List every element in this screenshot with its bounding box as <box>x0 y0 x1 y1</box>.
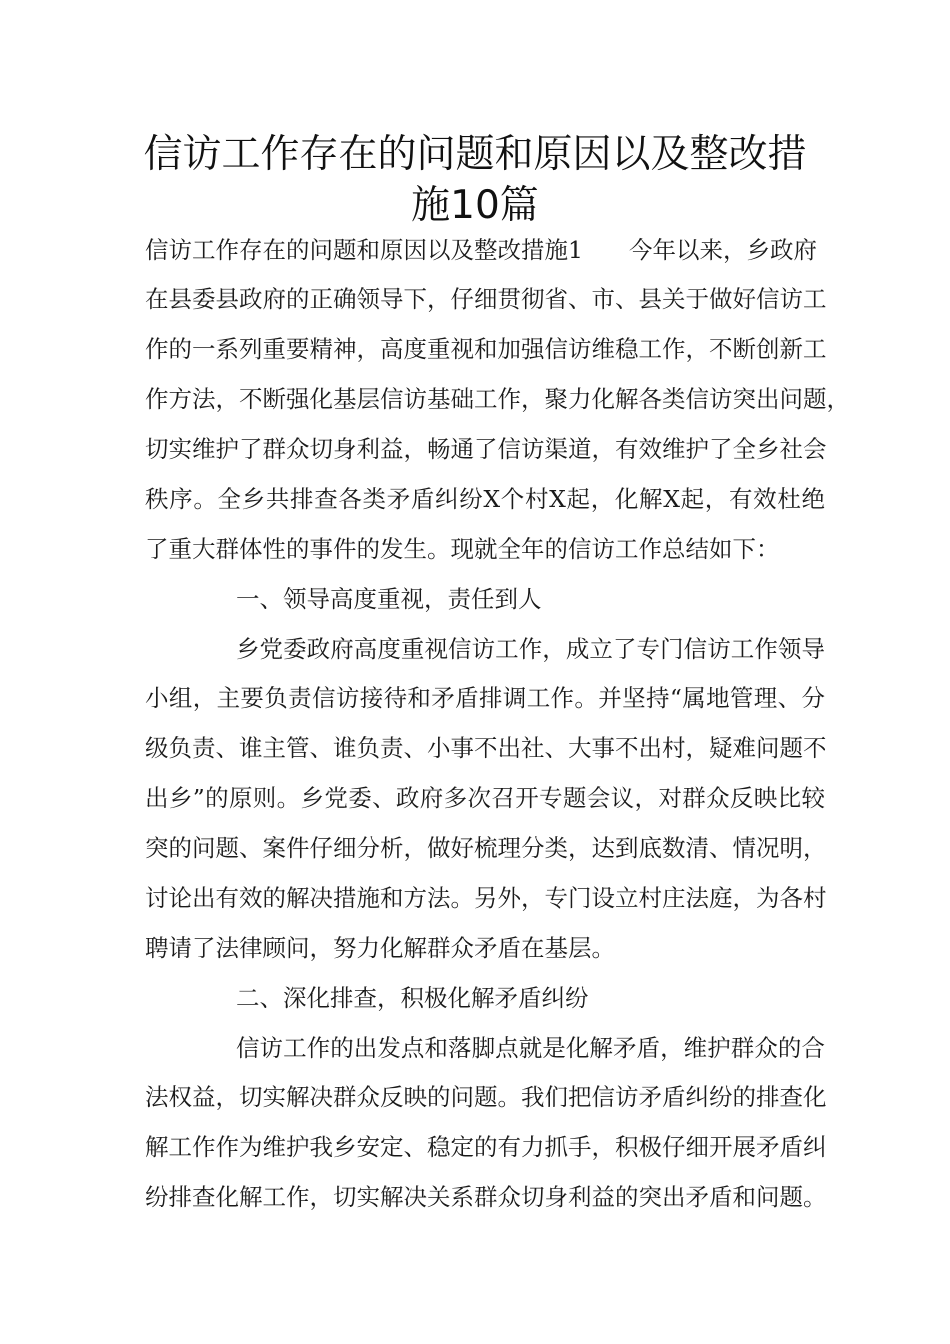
section1-first-line: 乡党委政府高度重视信访工作，成立了专门信访工作领导 <box>236 635 825 663</box>
section1-line: 出乡”的原则。乡党委、政府多次召开专题会议，对群众反映比较 <box>145 784 825 812</box>
intro-line: 切实维护了群众切身利益，畅通了信访渠道，有效维护了全乡社会 <box>145 435 827 463</box>
document-title-line-1: 信访工作存在的问题和原因以及整改措 <box>143 132 807 177</box>
intro-line: 秩序。全乡共排查各类矛盾纠纷X个村X起，化解X起，有效杜绝 <box>145 485 825 513</box>
section1-line: 聘请了法律顾问，努力化解群众矛盾在基层。 <box>145 934 615 962</box>
document-title-line-2: 施10篇 <box>411 183 539 228</box>
intro-first-line-text: 今年以来，乡政府 <box>628 236 817 264</box>
intro-line: 作的一系列重要精神，高度重视和加强信访维稳工作，不断创新工 <box>145 335 827 363</box>
intro-first-line <box>145 235 825 265</box>
section1-line: 突的问题、案件仔细分析，做好梳理分类，达到底数清、情况明， <box>145 834 827 862</box>
intro-line: 在县委县政府的正确领导下，仔细贯彻省、市、县关于做好信访工 <box>145 285 827 313</box>
section2-line: 纷排查化解工作，切实解决关系群众切身利益的突出矛盾和问题。 <box>145 1183 827 1211</box>
intro-line: 作方法，不断强化基层信访基础工作，聚力化解各类信访突出问题， <box>145 385 850 413</box>
section2-line: 法权益，切实解决群众反映的问题。我们把信访矛盾纠纷的排查化 <box>145 1083 827 1111</box>
section1-line: 讨论出有效的解决措施和方法。另外，专门设立村庄法庭，为各村 <box>145 884 827 912</box>
section1-line: 级负责、谁主管、谁负责、小事不出社、大事不出村，疑难问题不 <box>145 734 827 762</box>
intro-label: 信访工作存在的问题和原因以及整改措施1 <box>145 236 583 264</box>
section2-line: 解工作作为维护我乡安定、稳定的有力抓手，积极仔细开展矛盾纠 <box>145 1133 827 1161</box>
section-heading-1: 一、领导高度重视，责任到人 <box>236 585 542 613</box>
section1-line: 小组，主要负责信访接待和矛盾排调工作。并坚持“属地管理、分 <box>145 684 825 712</box>
section2-first-line: 信访工作的出发点和落脚点就是化解矛盾，维护群众的合 <box>236 1034 825 1062</box>
intro-line: 了重大群体性的事件的发生。现就全年的信访工作总结如下： <box>145 535 780 563</box>
section-heading-2: 二、深化排查，积极化解矛盾纠纷 <box>236 984 589 1012</box>
